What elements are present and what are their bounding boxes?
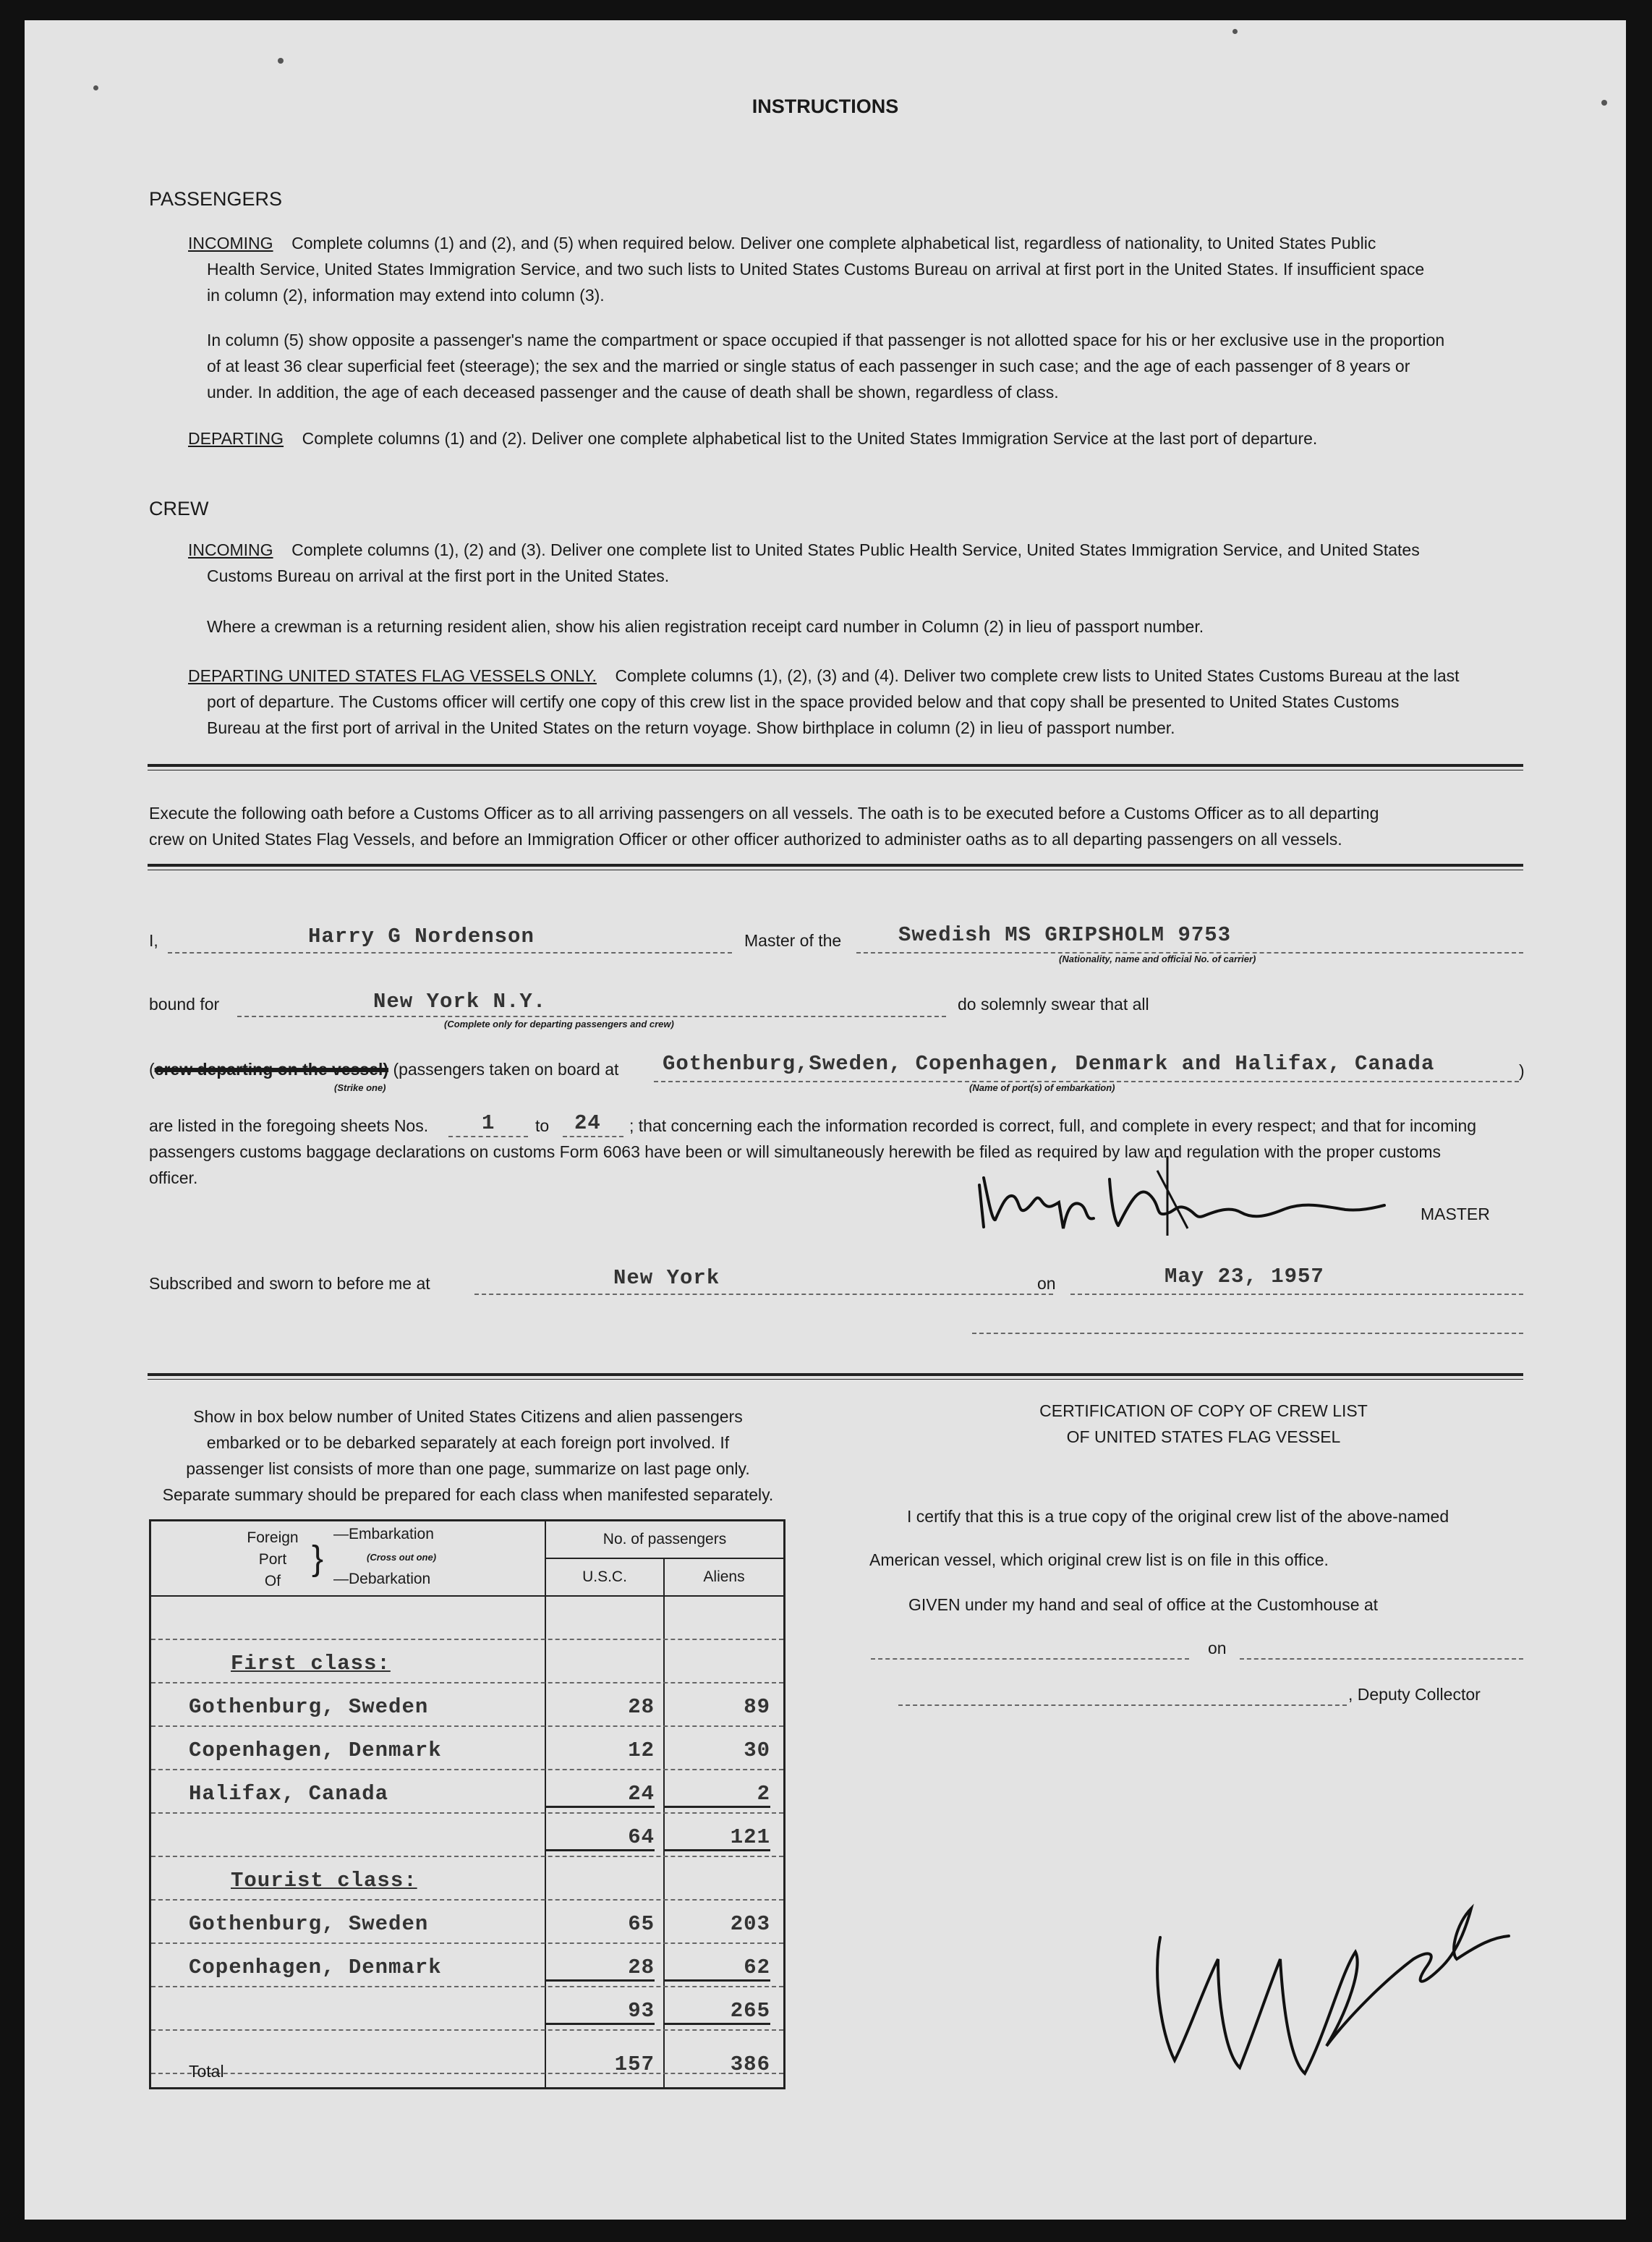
crew-incoming-label: INCOMING (188, 540, 273, 559)
column5-line: under. In addition, the age of each deceased passenger and the cause of death shall be shown, regardless of class. (207, 383, 1059, 402)
crew-incoming-line: Customs Bureau on arrival at the first port in the United States. (207, 566, 670, 585)
crew-departing-label: DEPARTING UNITED STATES FLAG VESSELS ONLY. (188, 666, 597, 685)
certification-on-label: on (1208, 1639, 1227, 1657)
certification-date-line (1240, 1658, 1523, 1660)
row-aliens: 89 (744, 1695, 770, 1719)
row-port: Copenhagen, Denmark (189, 1956, 442, 1979)
crew-returning-text: Where a crewman is a returning resident alien, show his alien registration receipt card number in Column (2) in lieu of passport number. (207, 617, 1204, 636)
row-port: Gothenburg, Sweden (189, 1695, 429, 1719)
row-port: Halifax, Canada (189, 1782, 389, 1806)
crew-incoming-line: Complete columns (1), (2) and (3). Deliver one complete list to United States Public Health Service, United States Immigration Service, and United States (291, 540, 1420, 559)
table-row (151, 1901, 783, 1944)
scan-speck (278, 58, 284, 64)
page-title: INSTRUCTIONS (752, 95, 899, 117)
total-usc: 157 (614, 2052, 655, 2076)
passengers-departing-text: Complete columns (1) and (2). Deliver one complete alphabetical list to the United States Immigration Service at the last port of departure. (302, 429, 1318, 448)
table-row (151, 1944, 783, 1987)
swear-label: do solemnly swear that all (958, 995, 1149, 1014)
row-usc: 65 (628, 1912, 655, 1936)
sheet-from-field[interactable]: 1 (482, 1111, 495, 1135)
passengers-departing-block (188, 425, 1533, 451)
passengers-incoming-line: in column (2), information may extend into column (3). (207, 286, 605, 305)
row-aliens: 265 (665, 1999, 770, 2025)
row-port: Copenhagen, Denmark (189, 1738, 442, 1762)
crew-departing-line: Bureau at the first port of arrival in the United States on the return voyage. Show birthplace in column (2) in lieu of passport number. (207, 718, 1175, 737)
row-port: Tourist class: (231, 1869, 417, 1893)
table-row (151, 1770, 783, 1814)
certification-heading (893, 1398, 1515, 1450)
section-divider (148, 764, 1523, 767)
row-usc: 28 (546, 1956, 655, 1982)
row-usc: 12 (628, 1738, 655, 1762)
subscribed-label: Subscribed and sworn to before me at (149, 1274, 430, 1293)
sheet-to-field[interactable]: 24 (574, 1111, 601, 1135)
master-signature (950, 1134, 1413, 1236)
i-label: I, (149, 931, 158, 950)
sworn-date-field[interactable]: May 23, 1957 (1165, 1265, 1324, 1288)
crew-incoming-block (188, 537, 1533, 589)
certification-line: I certify that this is a true copy of the original crew list of the above-named (907, 1507, 1449, 1526)
deputy-signature-line (898, 1704, 1347, 1706)
master-name-line (168, 952, 732, 954)
certification-heading-line: OF UNITED STATES FLAG VESSEL (1066, 1427, 1341, 1446)
certification-line: GIVEN under my hand and seal of office at the Customhouse at (908, 1595, 1379, 1614)
section-divider (148, 864, 1523, 867)
bound-for-label: bound for (149, 995, 220, 1014)
row-port: Gothenburg, Sweden (189, 1912, 429, 1936)
strike-line (149, 1056, 618, 1082)
scan-speck (93, 85, 98, 90)
brace-icon: } (312, 1540, 324, 1578)
foreign-label: Foreign (247, 1529, 299, 1546)
passengers-incoming-label: INCOMING (188, 234, 273, 252)
table-row (151, 1987, 783, 2031)
sworn-place-field[interactable]: New York (613, 1266, 720, 1290)
officer-signature-line (972, 1333, 1523, 1334)
paren-open: ( (149, 1060, 155, 1079)
passengers-incoming-line: Health Service, United States Immigration Service, and two such lists to United States Customs Bureau on arrival at first port in the United States. If insufficient space (207, 260, 1425, 279)
passengers-incoming-block (188, 230, 1533, 308)
row-aliens: 203 (730, 1912, 770, 1936)
vessel-field[interactable]: Swedish MS GRIPSHOLM 9753 (898, 923, 1232, 947)
passengers-departing-label: DEPARTING (188, 429, 284, 448)
passengers-header: No. of passengers (546, 1521, 783, 1559)
listed-line: passengers customs baggage declarations on customs Form 6063 have been or will simultaneously herewith be filed as required by law and regulation with the proper customs (149, 1142, 1442, 1161)
master-name-field[interactable]: Harry G Nordenson (308, 925, 535, 948)
row-port: First class: (231, 1652, 391, 1676)
table-row (151, 1814, 783, 1857)
master-of-label: Master of the (744, 931, 842, 950)
crew-strike-text: crew departing on the vessel) (154, 1060, 389, 1079)
total-label: Total (189, 2062, 224, 2081)
scan-speck (1232, 29, 1238, 34)
cross-out-label: (Cross out one) (367, 1552, 437, 1563)
passenger-list-form-page (25, 20, 1626, 2220)
row-usc: 28 (628, 1695, 655, 1719)
customhouse-line (871, 1658, 1189, 1660)
vessel-note: (Nationality, name and official No. of carrier) (1059, 954, 1256, 964)
passengers-incoming-line: Complete columns (1) and (2), and (5) when required below. Deliver one complete alphabetical list, regardless of nationality, to United States Public (291, 234, 1376, 252)
certification-heading-line: CERTIFICATION OF COPY OF CREW LIST (1039, 1401, 1368, 1420)
listed-line: officer. (149, 1168, 198, 1187)
on-label: on (1037, 1274, 1056, 1293)
oath-instructions-line: crew on United States Flag Vessels, and before an Immigration Officer or other officer authorized to administer oaths as to all departing passengers on all vessels. (149, 830, 1342, 849)
to-label: to (535, 1116, 550, 1135)
section-divider (148, 1379, 1523, 1380)
aliens-header: Aliens (665, 1559, 783, 1597)
table-row (151, 1857, 783, 1901)
row-usc: 64 (546, 1825, 655, 1851)
table-row (151, 1727, 783, 1770)
column5-line: of at least 36 clear superficial feet (steerage); the sex and the married or single status of each passenger in such case; and the age of each passenger of 8 years or (207, 357, 1410, 375)
destination-field[interactable]: New York N.Y. (373, 990, 547, 1014)
sworn-date-line (1070, 1294, 1523, 1295)
row-aliens: 30 (744, 1738, 770, 1762)
destination-line (237, 1016, 946, 1017)
embarkation-label: —Embarkation (333, 1526, 434, 1542)
passenger-summary-table (149, 1519, 785, 2089)
summary-instructions-line: embarked or to be debarked separately at each foreign port involved. If (206, 1433, 730, 1452)
passengers-heading: PASSENGERS (149, 188, 283, 210)
certification-line: American vessel, which original crew list is on file in this office. (869, 1550, 1329, 1569)
listed-line: ; that concerning each the information recorded is correct, full, and complete in every respect; and that for incoming (629, 1116, 1477, 1135)
collector-signature (1110, 1843, 1515, 2104)
master-label: MASTER (1421, 1205, 1490, 1223)
row-aliens: 2 (665, 1782, 770, 1808)
table-row (151, 1683, 783, 1727)
debarkation-label: —Debarkation (333, 1571, 431, 1587)
total-aliens: 386 (730, 2052, 770, 2076)
deputy-collector-label: , Deputy Collector (1348, 1685, 1481, 1704)
oath-instructions-line: Execute the following oath before a Customs Officer as to all arriving passengers on all vessels. The oath is to be executed before a Customs Officer as to all departing (149, 804, 1379, 823)
ports-field[interactable]: Gothenburg,Sweden, Copenhagen, Denmark and Halifax, Canada (663, 1052, 1435, 1076)
row-usc: 93 (546, 1999, 655, 2025)
summary-instructions-line: Separate summary should be prepared for each class when manifested separately. (162, 1485, 774, 1504)
sworn-place-line (474, 1294, 1053, 1295)
summary-instructions-line: Show in box below number of United States Citizens and alien passengers (193, 1407, 743, 1426)
row-usc: 24 (546, 1782, 655, 1808)
destination-note: (Complete only for departing passengers and crew) (444, 1019, 674, 1029)
crew-departing-line: Complete columns (1), (2), (3) and (4). Deliver two complete crew lists to United States Customs Bureau at the last (615, 666, 1460, 685)
crew-departing-block (188, 663, 1533, 741)
usc-header: U.S.C. (546, 1559, 665, 1597)
row-aliens: 121 (665, 1825, 770, 1851)
column5-block (207, 327, 1538, 405)
section-divider (148, 1373, 1523, 1376)
column5-line: In column (5) show opposite a passenger's name the compartment or space occupied if that passenger is not allotted space for his or her exclusive use in the proportion (207, 331, 1445, 349)
sheet-from-line (448, 1136, 528, 1137)
summary-instructions-line: passenger list consists of more than one page, summarize on last page only. (186, 1459, 750, 1478)
paren-close: ) (1519, 1061, 1525, 1080)
strike-note: (Strike one) (334, 1082, 386, 1093)
of-label: Of (264, 1573, 281, 1589)
crew-departing-line: port of departure. The Customs officer will certify one copy of this crew list in the space provided below and that copy shall be presented to United States Customs (207, 692, 1400, 711)
listed-label: are listed in the foregoing sheets Nos. (149, 1116, 429, 1135)
sheet-to-line (563, 1136, 623, 1137)
row-aliens: 62 (665, 1956, 770, 1982)
ports-note: (Name of port(s) of embarkation) (969, 1082, 1115, 1093)
table-row (151, 1640, 783, 1683)
port-header-cell (151, 1521, 546, 1597)
table-row (151, 1597, 783, 1640)
port-header-labels (237, 1527, 309, 1592)
port-label: Port (258, 1551, 287, 1568)
passengers-taken-label: (passengers taken on board at (393, 1060, 619, 1079)
crew-heading: CREW (149, 498, 209, 519)
summary-instructions (149, 1404, 787, 1508)
oath-instructions (149, 800, 1530, 852)
